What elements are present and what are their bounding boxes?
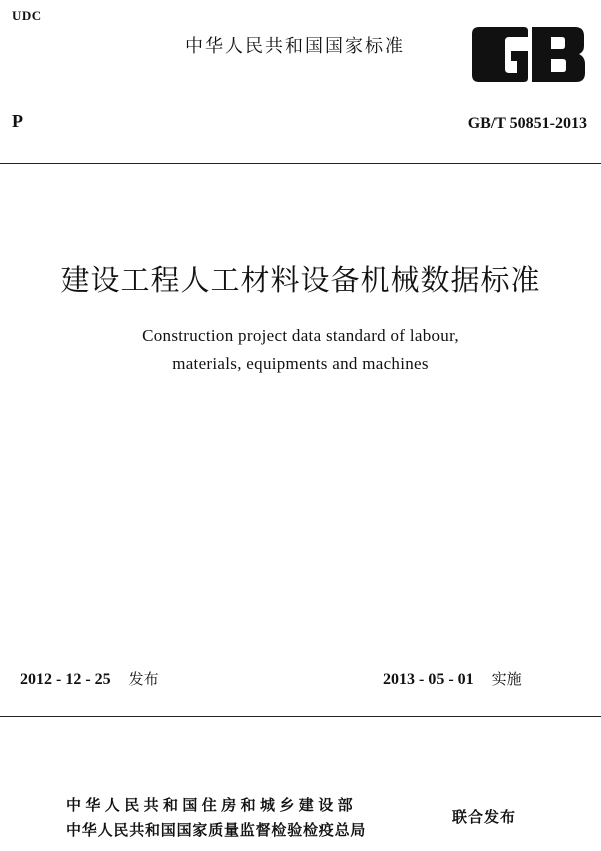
issue-date: 2012 - 12 - 25 [20,671,111,688]
bottom-divider [0,716,601,717]
gb-logo [467,17,590,92]
standard-number: GB/T 50851-2013 [467,115,587,132]
publisher-ministry-housing: 中华人民共和国住房和城乡建设部 [66,796,358,814]
implement-date: 2013 - 05 - 01 [383,671,474,688]
gb-logo-b-icon [532,27,585,82]
publisher-aqsiq: 中华人民共和国国家质量监督检验检疫总局 [66,821,367,839]
issue-date-block [20,668,159,689]
implement-label: 实施 [491,670,522,688]
title-english-line-2: materials, equipments and machines [172,354,429,373]
classification-code: P [12,111,23,131]
title-english [0,322,601,378]
title-chinese: 建设工程人工材料设备机械数据标准 [60,263,541,297]
national-standard-heading: 中华人民共和国国家标准 [185,36,405,57]
udc-label: UDC [12,8,42,23]
title-english-line-1: Construction project data standard of labour, [142,326,459,345]
implement-date-block [383,668,522,689]
joint-publish-label: 联合发布 [452,808,517,826]
issue-label: 发布 [128,670,159,688]
top-divider [0,163,601,164]
gb-logo-g-icon [472,27,528,82]
